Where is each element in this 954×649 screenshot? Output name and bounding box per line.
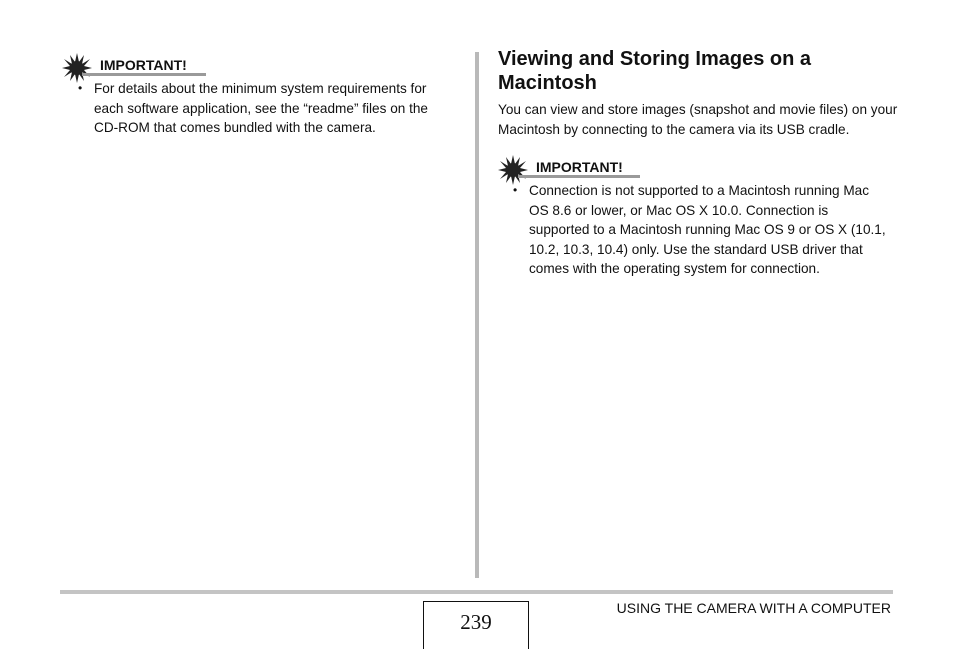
intro-paragraph: You can view and store images (snapshot and movie files) on your Macintosh by connecting to the camera via its USB cradle.: [498, 102, 898, 137]
column-divider: [475, 52, 479, 578]
important-label: IMPORTANT!: [100, 57, 187, 73]
footer-rule: [60, 590, 893, 594]
important-label: IMPORTANT!: [536, 159, 623, 175]
right-bullet-list: [513, 181, 891, 279]
section-title: Viewing and Storing Images on a Macintosh: [498, 48, 812, 94]
list-item: • Connection is not supported to a Macintosh running Mac OS 8.6 or lower, or Mac OS X 10.0. Connection is supported to a Macintosh running Mac OS 9 or OS X (10.1, 10.2, 10.3, 10.4) only. Use the standard USB driver that comes with the operating system for connection.: [513, 181, 891, 279]
important-underline: [518, 175, 640, 178]
left-bullet-list: [78, 79, 448, 138]
list-item: • For details about the minimum system requirements for each software application, see the “readme” files on the CD-ROM that comes bundled with the camera.: [78, 79, 448, 138]
page-number: 239: [423, 601, 529, 649]
chapter-title: USING THE CAMERA WITH A COMPUTER: [616, 600, 891, 616]
important-underline: [82, 73, 206, 76]
